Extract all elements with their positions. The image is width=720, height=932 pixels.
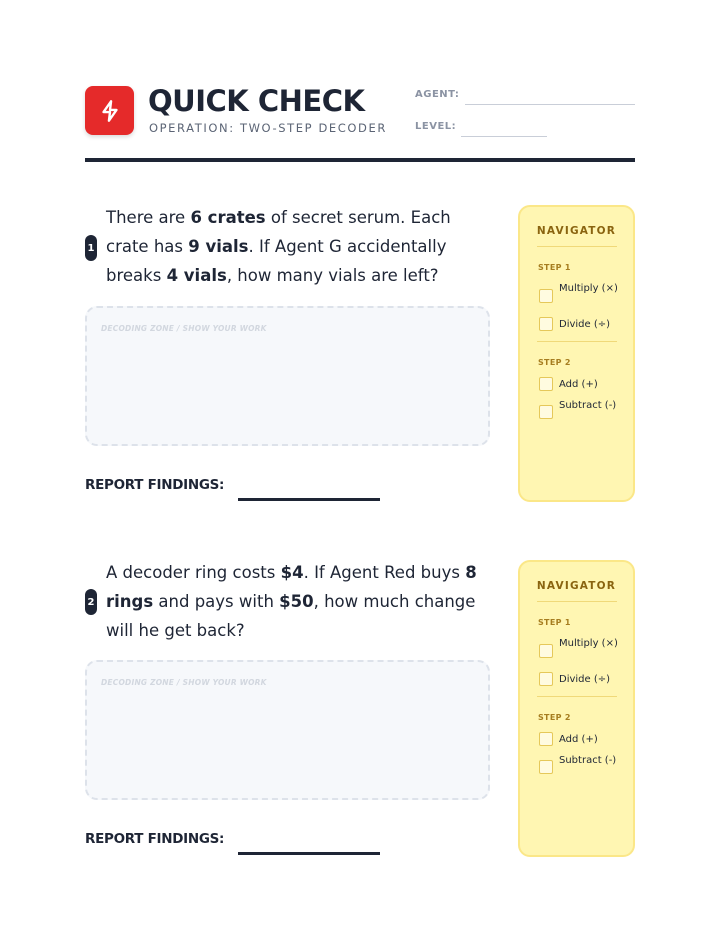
step-2-label: STEP 2 [538, 713, 571, 722]
question-text-part: . If Agent G accidentally breaks [106, 237, 447, 285]
level-label: LEVEL: [415, 121, 457, 132]
navigator-divider [537, 341, 617, 342]
question-emphasis: $4 [280, 563, 304, 582]
question-text-part: and pays with [153, 592, 280, 611]
header-divider [85, 158, 635, 162]
page-title: QUICK CHECK [148, 84, 365, 118]
question-text-part: . If Agent Red buys [303, 563, 466, 582]
add-checkbox[interactable] [539, 377, 553, 391]
page-subtitle: OPERATION: TWO-STEP DECODER [149, 121, 387, 135]
question-emphasis: 9 vials [188, 237, 249, 256]
multiply-option-label: Multiply (×) [559, 638, 618, 649]
agent-name-field[interactable] [465, 104, 635, 105]
work-area[interactable] [85, 660, 490, 800]
navigator-divider [537, 601, 617, 602]
navigator-title: NAVIGATOR [536, 225, 617, 237]
report-findings-label: REPORT FINDINGS: [85, 477, 225, 493]
question-emphasis: 4 vials [166, 266, 227, 285]
question-emphasis: 8 rings [106, 563, 477, 611]
worksheet-header [85, 85, 635, 165]
multiply-checkbox[interactable] [539, 289, 553, 303]
subtract-checkbox[interactable] [539, 760, 553, 774]
question-text [106, 558, 496, 645]
navigator-panel [518, 560, 635, 857]
subtract-option-label: Subtract (-) [559, 755, 617, 766]
multiply-option-label: Multiply (×) [559, 283, 618, 294]
answer-line[interactable] [238, 852, 380, 855]
step-1-label: STEP 1 [538, 263, 571, 272]
work-area[interactable] [85, 306, 490, 446]
navigator-title: NAVIGATOR [536, 580, 617, 592]
level-field[interactable] [461, 136, 547, 137]
navigator-panel [518, 205, 635, 502]
add-checkbox[interactable] [539, 732, 553, 746]
question-text-part: There are [106, 208, 191, 227]
divide-option-label: Divide (÷) [559, 319, 611, 330]
work-area-label: DECODING ZONE / SHOW YOUR WORK [101, 324, 267, 333]
question-number-badge: 1 [85, 235, 97, 261]
step-2-label: STEP 2 [538, 358, 571, 367]
question-text [106, 203, 496, 290]
question-text-part: , how much change will he get back? [106, 592, 476, 640]
lightning-bolt-icon [85, 86, 134, 135]
step-1-label: STEP 1 [538, 618, 571, 627]
question-text-part: , how many vials are left? [226, 266, 439, 285]
question-text-part: of secret serum. Each crate has [106, 208, 451, 256]
navigator-divider [537, 696, 617, 697]
question-number-badge: 2 [85, 589, 97, 615]
report-findings-label: REPORT FINDINGS: [85, 831, 225, 847]
answer-line[interactable] [238, 498, 380, 501]
divide-checkbox[interactable] [539, 317, 553, 331]
agent-label: AGENT: [415, 89, 460, 100]
add-option-label: Add (+) [559, 379, 598, 390]
subtract-option-label: Subtract (-) [559, 400, 617, 411]
question-emphasis: $50 [279, 592, 314, 611]
navigator-divider [537, 246, 617, 247]
divide-option-label: Divide (÷) [559, 674, 611, 685]
divide-checkbox[interactable] [539, 672, 553, 686]
work-area-label: DECODING ZONE / SHOW YOUR WORK [101, 678, 267, 687]
question-text-part: A decoder ring costs [106, 563, 281, 582]
subtract-checkbox[interactable] [539, 405, 553, 419]
add-option-label: Add (+) [559, 734, 598, 745]
multiply-checkbox[interactable] [539, 644, 553, 658]
question-emphasis: 6 crates [190, 208, 266, 227]
